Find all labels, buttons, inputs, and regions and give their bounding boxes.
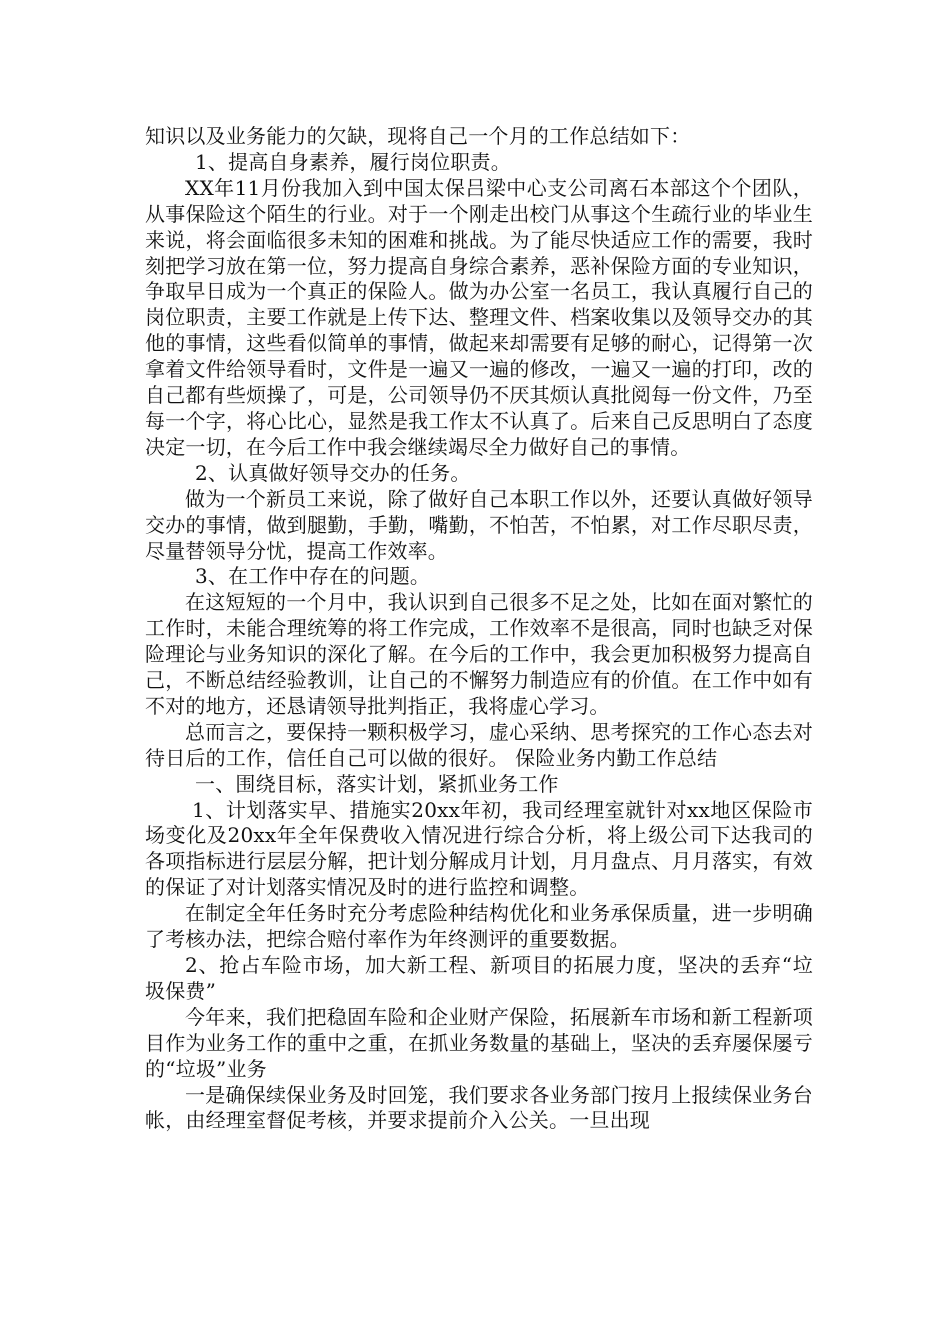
paragraph: 今年来，我们把稳固车险和企业财产保险，拓展新车市场和新工程新项目作为业务工作的重中之重，在抓业务数量的基础上，坚决的丢弃屡保屡亏的“垃圾”业务 (145, 1004, 813, 1081)
paragraph: 总而言之，要保持一颗积极学习，虚心采纳、思考探究的工作心态去对待日后的工作，信任自己可以做的很好。 保险业务内勤工作总结 (145, 719, 813, 770)
paragraph: 知识以及业务能力的欠缺，现将自己一个月的工作总结如下： (145, 124, 691, 148)
paragraph: 2、抢占车险市场，加大新工程、新项目的拓展力度，坚决的丢弃“垃圾保费” (145, 953, 813, 1003)
paragraph: 做为一个新员工来说，除了做好自己本职工作以外，还要认真做好领导交办的事情，做到腿勤，手勤，嘴勤，不怕苦，不怕累，对工作尽职尽责，尽量替领导分忧，提高工作效率。 (145, 486, 813, 563)
section-heading: 一、围绕目标，落实计划，紧抓业务工作 (195, 771, 559, 796)
document-body (145, 124, 813, 1134)
section-heading: 1、提高自身素养，履行岗位职责。 (195, 149, 511, 174)
paragraph: 在制定全年任务时充分考虑险种结构优化和业务承保质量，进一步明确了考核办法，把综合赔付率作为年终测评的重要数据。 (145, 901, 813, 952)
paragraph: XX年11月份我加入到中国太保吕梁中心支公司离石本部这个个团队，从事保险这个陌生的行业。对于一个刚走出校门从事这个生疏行业的毕业生来说，将会面临很多未知的困难和挑战。为了能尽快适应工作的需要，我时刻把学习放在第一位，努力提高自身综合素养，恶补保险方面的专业知识，争取早日成为一个真正的保险人。做为办公室一名员工，我认真履行自己的岗位职责，主要工作就是上传下达、整理文件、档案收集以及领导交办的其他的事情，这些看似简单的事情，做起来却需要有足够的耐心，记得第一次拿着文件给领导看时，文件是一遍又一遍的修改，一遍又一遍的打印，改的自己都有些烦操了，可是，公司领导仍不厌其烦认真批阅每一份文件，乃至每一个字，将心比心，显然是我工作太不认真了。后来自己反思明白了态度决定一切，在今后工作中我会继续竭尽全力做好自己的事情。 (145, 175, 813, 459)
paragraph: 一是确保续保业务及时回笼，我们要求各业务部门按月上报续保业务台帐，由经理室督促考核，并要求提前介入公关。一旦出现 (145, 1082, 813, 1133)
section-heading: 3、在工作中存在的问题。 (195, 564, 431, 589)
section-heading: 2、认真做好领导交办的任务。 (195, 460, 471, 485)
paragraph: 在这短短的一个月中，我认识到自己很多不足之处，比如在面对繁忙的工作时，未能合理统筹的将工作完成，工作效率不是很高，同时也缺乏对保险理论与业务知识的深化了解。在今后的工作中，我会更加积极努力提高自己，不断总结经验教训，让自己的不懈努力制造应有的价值。在工作中如有不对的地方，还恳请领导批判指正，我将虚心学习。 (145, 590, 813, 718)
paragraph: 1、计划落实早、措施实20xx年初，我司经理室就针对xx地区保险市场变化及20xx年全年保费收入情况进行综合分析，将上级公司下达我司的各项指标进行层层分解，把计划分解成月计划，月月盘点、月月落实，有效的保证了对计划落实情况及时的进行监控和调整。 (145, 797, 814, 900)
